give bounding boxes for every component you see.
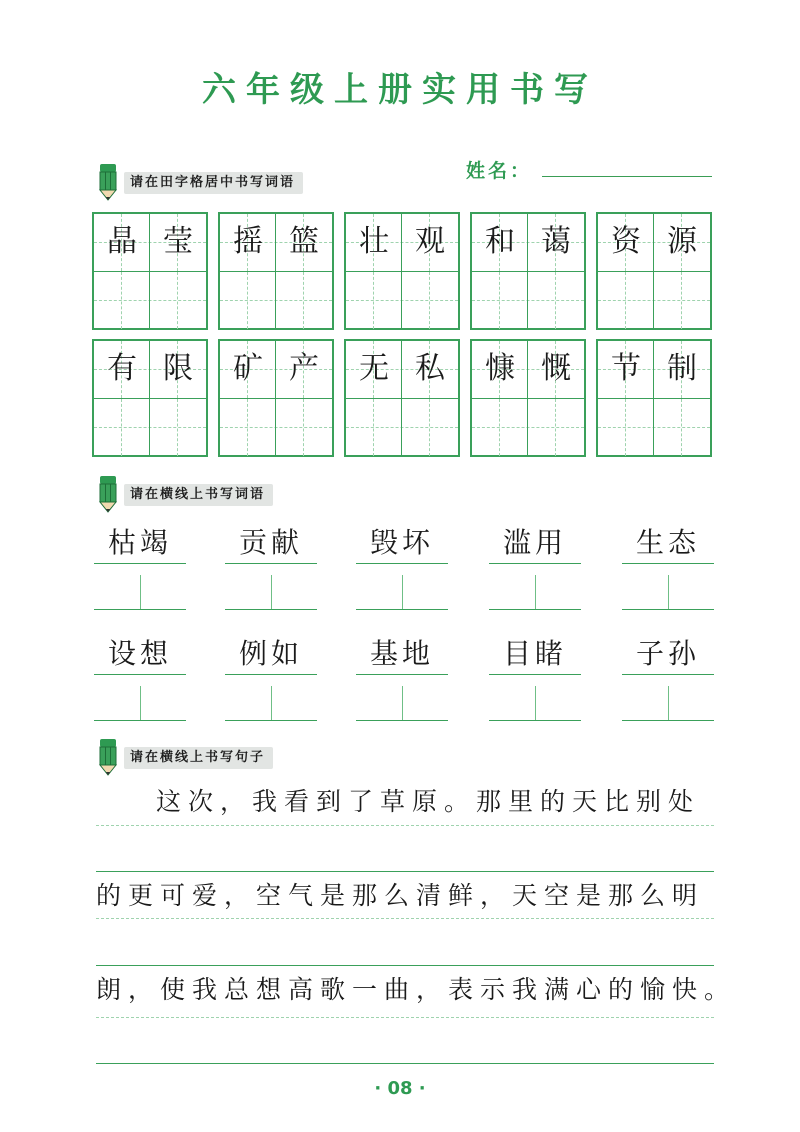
tianzige-block[interactable] [470, 212, 586, 330]
grid-guide [499, 399, 500, 456]
grid-char: 蔼 [541, 224, 571, 259]
line-word-item[interactable] [225, 525, 317, 639]
grid-guide [346, 300, 458, 301]
tianzige-block[interactable] [92, 339, 208, 457]
name-label: 姓名： [466, 160, 533, 182]
grid-row-example [220, 341, 332, 399]
tianzige-block[interactable] [92, 212, 208, 330]
grid-guide [598, 300, 710, 301]
line-word-text: 子孙 [635, 637, 700, 670]
grid-guide [681, 272, 682, 329]
line-word-text: 例如 [238, 637, 303, 670]
grid-char: 有 [107, 351, 137, 386]
grid-row-practice[interactable] [598, 272, 710, 329]
word-baseline [225, 563, 317, 564]
guide-dashed-line [96, 1017, 714, 1018]
grid-guide [429, 272, 430, 329]
grid-char: 和 [485, 224, 515, 259]
line-word-text: 滥用 [502, 526, 567, 559]
line-word-text: 基地 [369, 637, 434, 670]
grid-char: 资 [611, 224, 641, 259]
word-baseline [225, 674, 317, 675]
line-word-item[interactable] [489, 636, 581, 750]
grid-char: 篮 [289, 224, 319, 259]
grid-divider [275, 399, 276, 456]
line-word-item[interactable] [356, 636, 448, 750]
grid-guide [94, 300, 206, 301]
grid-row-practice[interactable] [220, 399, 332, 456]
grid-guide [499, 272, 500, 329]
word-baseline [489, 563, 581, 564]
sentence-line: 朗，使我总想高歌一曲，表示我满心的愉快。 [96, 975, 737, 1004]
grid-divider [527, 272, 528, 329]
word-separator [402, 686, 403, 720]
grid-guide [472, 300, 584, 301]
tianzige-block[interactable] [344, 212, 460, 330]
grid-row-example [472, 341, 584, 399]
grid-char: 摇 [233, 224, 263, 259]
grid-char: 慨 [541, 351, 571, 386]
line-word-item[interactable] [489, 525, 581, 639]
sentence-line: 这次，我看到了草原。那里的天比别处 [156, 787, 701, 816]
grid-row-example [598, 214, 710, 272]
line-word-item[interactable] [94, 636, 186, 750]
tianzige-block[interactable] [218, 212, 334, 330]
pencil-icon [96, 474, 120, 514]
grid-guide [303, 272, 304, 329]
grid-row-practice[interactable] [346, 399, 458, 456]
word-baseline [356, 563, 448, 564]
word-baseline [94, 563, 186, 564]
word-separator [271, 575, 272, 609]
name-field[interactable] [466, 156, 716, 184]
word-separator [668, 575, 669, 609]
grid-row-example [346, 214, 458, 272]
grid-guide [681, 399, 682, 456]
writing-line[interactable] [622, 609, 714, 610]
grid-row-practice[interactable] [472, 399, 584, 456]
writing-line[interactable] [489, 609, 581, 610]
line-word-text: 生态 [635, 526, 700, 559]
line-word-text: 设想 [107, 637, 172, 670]
word-separator [140, 575, 141, 609]
grid-char: 观 [415, 224, 445, 259]
tianzige-block[interactable] [344, 339, 460, 457]
grid-guide [177, 399, 178, 456]
writing-line[interactable] [225, 609, 317, 610]
word-baseline [622, 674, 714, 675]
line-word-item[interactable] [622, 525, 714, 639]
line-word-text: 贡献 [238, 526, 303, 559]
grid-divider [653, 272, 654, 329]
line-word-text: 目睹 [502, 637, 567, 670]
grid-char: 源 [667, 224, 697, 259]
word-baseline [356, 674, 448, 675]
grid-guide [555, 399, 556, 456]
grid-char: 节 [611, 351, 641, 386]
line-word-item[interactable] [622, 636, 714, 750]
grid-guide [598, 427, 710, 428]
grid-guide [177, 272, 178, 329]
grid-row-practice[interactable] [598, 399, 710, 456]
pencil-icon [96, 162, 120, 202]
grid-row-example [220, 214, 332, 272]
line-word-text: 枯竭 [107, 526, 172, 559]
word-separator [140, 686, 141, 720]
page-number: · 08 · [374, 1078, 426, 1099]
grid-guide [625, 399, 626, 456]
section-label: 请在田字格居中书写词语 [124, 172, 303, 194]
tianzige-block[interactable] [470, 339, 586, 457]
grid-row-example [598, 341, 710, 399]
grid-row-example [346, 341, 458, 399]
section-label: 请在横线上书写词语 [124, 484, 273, 506]
grid-divider [527, 399, 528, 456]
grid-guide [472, 427, 584, 428]
grid-guide [303, 399, 304, 456]
grid-guide [121, 272, 122, 329]
writing-line[interactable] [225, 720, 317, 721]
grid-row-example [94, 214, 206, 272]
guide-dashed-line [96, 918, 714, 919]
grid-char: 制 [667, 351, 697, 386]
tianzige-block[interactable] [218, 339, 334, 457]
grid-guide [220, 427, 332, 428]
word-separator [402, 575, 403, 609]
grid-char: 晶 [107, 224, 137, 259]
word-baseline [94, 674, 186, 675]
pencil-icon [96, 737, 120, 777]
grid-divider [275, 272, 276, 329]
grid-row-practice[interactable] [220, 272, 332, 329]
grid-guide [247, 399, 248, 456]
writing-line[interactable] [96, 1063, 714, 1064]
section-label: 请在横线上书写句子 [124, 747, 273, 769]
writing-line[interactable] [96, 871, 714, 872]
grid-divider [401, 272, 402, 329]
grid-guide [94, 427, 206, 428]
line-word-item[interactable] [94, 525, 186, 639]
grid-guide [555, 272, 556, 329]
grid-guide [247, 272, 248, 329]
grid-guide [373, 399, 374, 456]
grid-divider [653, 399, 654, 456]
guide-dashed-line [96, 825, 714, 826]
line-word-text: 毁坏 [369, 526, 434, 559]
word-baseline [622, 563, 714, 564]
grid-divider [401, 399, 402, 456]
grid-guide [220, 300, 332, 301]
sentence-line: 的更可爱，空气是那么清鲜，天空是那么明 [96, 881, 705, 910]
writing-line[interactable] [356, 609, 448, 610]
grid-char: 矿 [233, 351, 263, 386]
tianzige-block[interactable] [596, 339, 712, 457]
word-separator [668, 686, 669, 720]
writing-line[interactable] [622, 720, 714, 721]
grid-guide [429, 399, 430, 456]
grid-row-practice[interactable] [346, 272, 458, 329]
grid-char: 产 [289, 351, 319, 386]
name-underline[interactable] [542, 176, 712, 177]
grid-char: 莹 [163, 224, 193, 259]
grid-guide [373, 272, 374, 329]
writing-line[interactable] [356, 720, 448, 721]
word-baseline [489, 674, 581, 675]
grid-char: 私 [415, 351, 445, 386]
grid-row-example [94, 341, 206, 399]
tianzige-block[interactable] [596, 212, 712, 330]
writing-line[interactable] [96, 965, 714, 966]
writing-line[interactable] [94, 609, 186, 610]
grid-char: 无 [359, 351, 389, 386]
grid-row-practice[interactable] [472, 272, 584, 329]
grid-divider [149, 272, 150, 329]
grid-guide [121, 399, 122, 456]
word-separator [535, 686, 536, 720]
writing-line[interactable] [94, 720, 186, 721]
grid-row-example [472, 214, 584, 272]
grid-divider [149, 399, 150, 456]
word-separator [271, 686, 272, 720]
grid-guide [346, 427, 458, 428]
grid-char: 限 [163, 351, 193, 386]
line-word-item[interactable] [356, 525, 448, 639]
grid-char: 壮 [359, 224, 389, 259]
grid-guide [625, 272, 626, 329]
word-separator [535, 575, 536, 609]
grid-row-practice[interactable] [94, 399, 206, 456]
line-word-item[interactable] [225, 636, 317, 750]
page-title: 六年级上册实用书写 [202, 70, 598, 110]
writing-line[interactable] [489, 720, 581, 721]
grid-char: 慷 [485, 351, 515, 386]
grid-row-practice[interactable] [94, 272, 206, 329]
